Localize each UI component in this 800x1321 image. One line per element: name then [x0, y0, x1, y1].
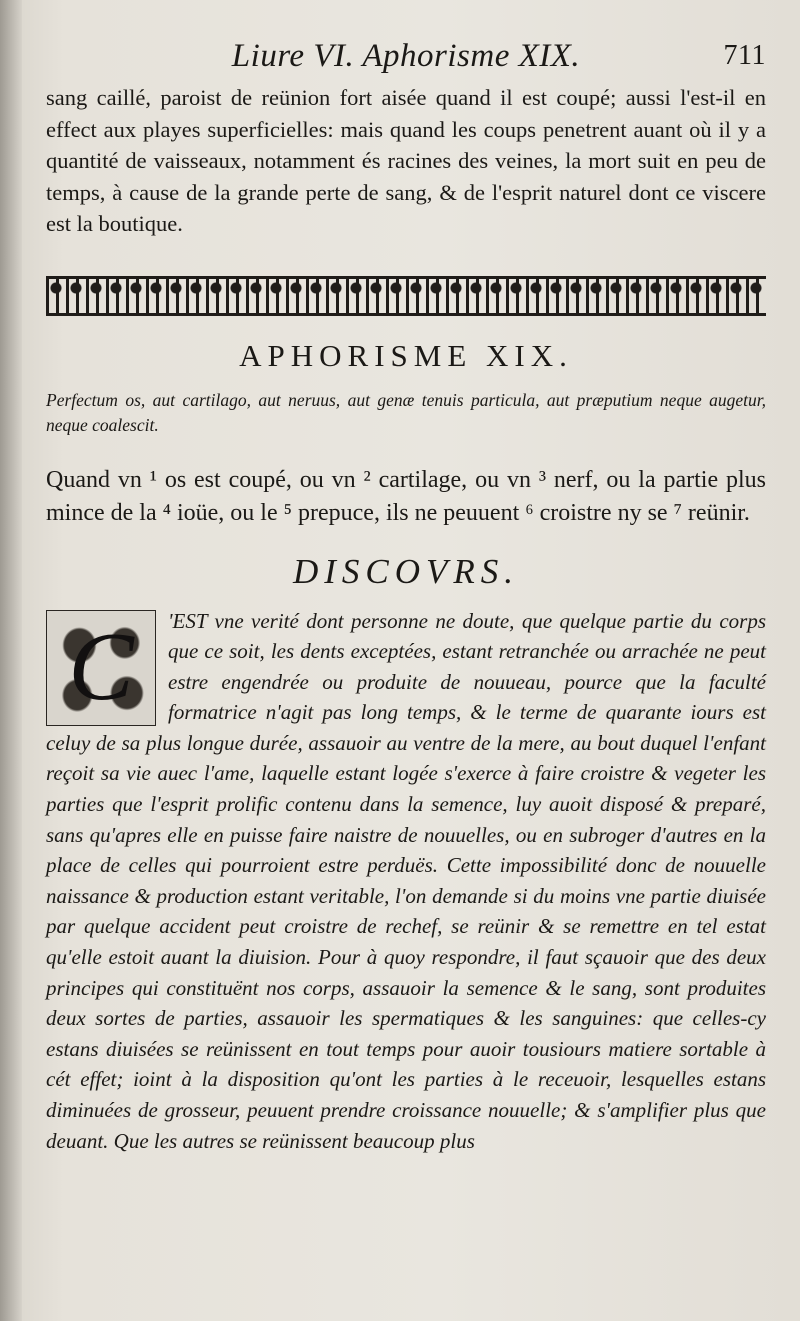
aphorism-title: APHORISME XIX. — [239, 337, 573, 373]
decorated-initial — [46, 610, 156, 726]
page-spine-shadow — [0, 0, 22, 1321]
running-header — [46, 38, 766, 82]
dropcap-letter: C — [68, 612, 134, 721]
running-title: Liure VI. Aphorisme XIX. — [231, 38, 581, 74]
page-number: 711 — [723, 40, 766, 71]
aphorism-latin-text: Perfectum os, aut cartilago, aut neruus, aut genæ tenuis particula, aut præputium neque augetur, neque coalescit. — [46, 389, 766, 435]
discours-text: 'EST vne verité dont personne ne doute, que quelque partie du corps que ce soit, les dents exceptées, estant retranchée ou arrachée ne peut estre engendrée ou produite de nouueau, pource que la faculté formatrice n'agit pas long temps, & le terme de quarante iours est celuy de sa plus longue durée, assauoir au ventre de la mere, au bout duquel l'enfant reçoit sa vie auec l'ame, laquelle estant logée s'exerce à faire croistre & vegeter les parties que l'esprit prolific contenu dans la semence, luy auoit disposé & preparé, sans qu'apres elle en puisse faire naistre de nouuelles, ou en subroger d'autres en la place de celles qui pourroient estre perduës. Cette impossibilité donc de nouuelle naissance & production estant veritable, l'on demande si du moins vne partie diuisée par quelque accident peut croistre de rechef, se reünir & se remettre en tel estat qu'elle estoit auant la diuision. Pour à quoy respondre, il faut sçauoir que des deux principes qui constituënt nos corps, assauoir la semence & le sang, sont produites deux sortes de parties, assauoir les spermatiques & les sanguines: que celles-cy estans diuisées se reünissent en tout temps pour auoir tousiours matiere sortable à cét effet; ioint à la disposition qu'ont les parties à le receuoir, lesquelles estans diminuées de grosseur, peuuent prendre croissance nouuelle; & s'amplifier plus que deuant. Que les autres se reünissent beaucoup plus — [46, 608, 766, 1153]
decorative-ornament-band — [46, 276, 766, 316]
discours-body — [46, 606, 766, 1157]
discours-heading: DISCOVRS. — [292, 551, 520, 591]
intro-paragraph: sang caillé, paroist de reünion fort aisée quand il est coupé; aussi l'est-il en effect aux playes superficielles: mais quand les coups penetrent auant où il y a quantité de vaisseaux, notamment és racines des veines, la mort suit en peu de temps, à cause de la grande perte de sang, & de l'esprit naturel dont ce viscere est la boutique. — [46, 85, 766, 236]
aphorism-french-text: Quand vn ¹ os est coupé, ou vn ² cartilage, ou vn ³ nerf, ou la partie plus mince de la ⁴ ioüe, ou le ⁵ prepuce, ils ne peuuent ⁶ croistre ny se ⁷ reünir. — [46, 466, 766, 526]
